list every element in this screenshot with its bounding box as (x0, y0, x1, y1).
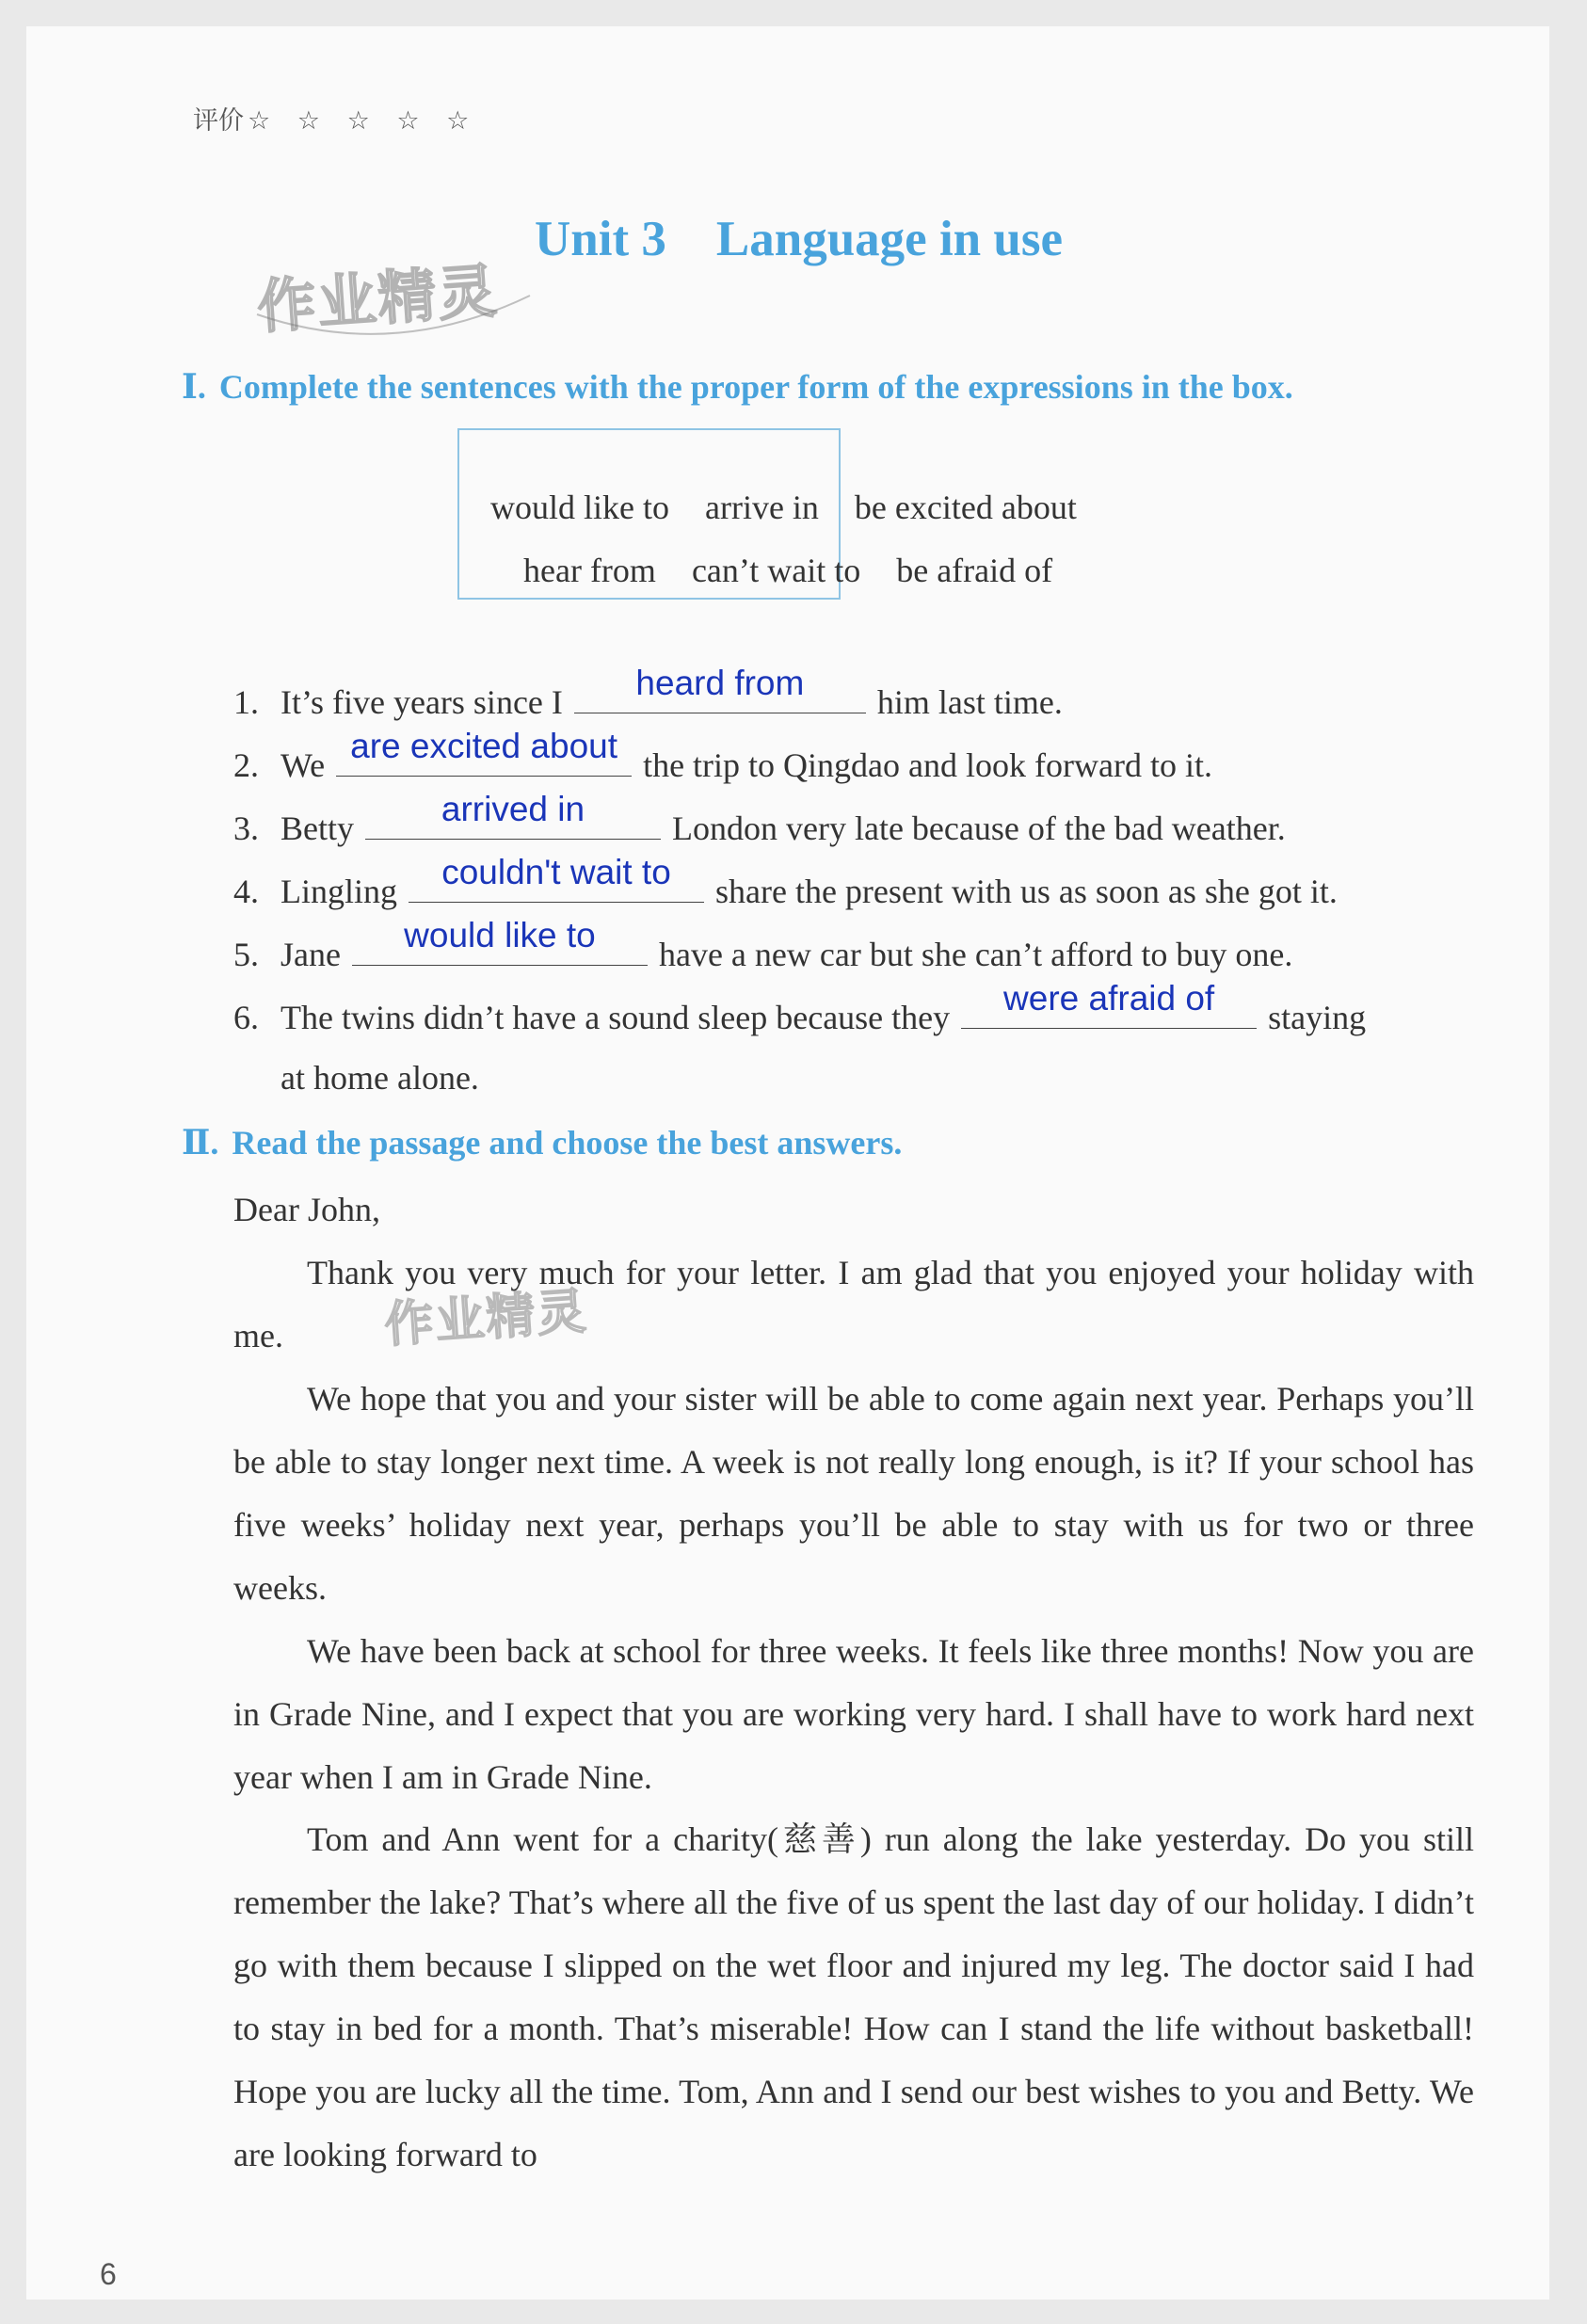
section-2-number: Ⅱ. (182, 1124, 219, 1162)
answer-text: heard from (635, 664, 805, 702)
answer-blank (961, 979, 1257, 1029)
question-text-before: We (281, 746, 326, 784)
word-box-item: hear from (523, 552, 656, 589)
answer-blank (409, 853, 704, 903)
answer-blank (365, 790, 661, 840)
answer-text: would like to (404, 916, 596, 954)
answer-blank (352, 916, 648, 966)
word-box-item: be afraid of (896, 552, 1053, 589)
page-title: Unit 3 Language in use (535, 212, 1064, 266)
question-number: 2. (233, 746, 259, 784)
question-text-after: have a new car but she can’t afford to buy one. (658, 936, 1293, 973)
question-text-before: The twins didn’t have a sound sleep because they (281, 999, 951, 1036)
letter-paragraph: We hope that you and your sister will be able to come again next year. Perhaps you’ll be able to stay longer next time. A week is not really long enough, is it? If your school has five weeks’ holiday next year, perhaps you’ll be able to stay with us for two or three weeks. (233, 1380, 1474, 1607)
section-1-text: Complete the sentences with the proper form of the expressions in the box. (218, 368, 1293, 406)
question-3 (233, 790, 1286, 848)
answer-text: were afraid of (1003, 979, 1215, 1018)
question-number: 4. (233, 873, 259, 910)
word-box-row-2 (523, 551, 1088, 590)
question-text-after: London very late because of the bad weather. (672, 809, 1286, 847)
rating-stars-icon: ☆ ☆ ☆ ☆ ☆ (248, 106, 479, 136)
watermark: 作业精灵 (255, 256, 501, 342)
page-number: 6 (100, 2257, 117, 2291)
answer-blank (574, 664, 866, 713)
question-1 (233, 664, 1063, 722)
page (26, 26, 1549, 2300)
question-number: 6. (233, 999, 259, 1036)
answer-text: couldn't wait to (441, 853, 671, 891)
question-text-before: Lingling (281, 873, 397, 910)
question-text-after: the trip to Qingdao and look forward to it. (643, 746, 1212, 784)
letter-paragraph: We have been back at school for three weeks. It feels like three months! Now you are in Grade Nine, and I expect that you are working very hard. I shall have to work hard next year when I am in Grade Nine. (233, 1632, 1474, 1796)
word-box-item: would like to (490, 489, 669, 526)
rating-label: 评价 (193, 106, 244, 136)
question-6-continued: at home alone. (281, 1059, 479, 1097)
question-text-after: staying (1268, 999, 1367, 1036)
word-box-item: can’t wait to (691, 552, 861, 589)
question-2 (233, 727, 1212, 785)
answer-blank (336, 727, 632, 777)
letter-greeting: Dear John, (233, 1191, 380, 1228)
question-6 (233, 979, 1367, 1037)
section-2-text: Read the passage and choose the best answers. (232, 1124, 903, 1162)
word-box-row-1 (490, 488, 1113, 527)
rating (193, 100, 478, 136)
letter-paragraph: Thank you very much for your letter. I am glad that you enjoyed your holiday with me. (233, 1254, 1474, 1354)
question-text-before: Jane (281, 936, 341, 973)
answer-text: arrived in (441, 790, 585, 828)
question-text-before: Betty (281, 809, 354, 847)
question-text-before: It’s five years since I (281, 683, 563, 721)
section-1-heading (182, 367, 1293, 407)
letter-paragraph: Tom and Ann went for a charity(慈善) run along the lake yesterday. Do you still remember the lake? That’s where all the five of us spent the last day of our holiday. I didn’t go with them because I slipped on the wet floor and injured my leg. The doctor said I had to stay in bed for a month. That’s miserable! How can I stand the life without basketball! Hope you are lucky all the time. Tom, Ann and I send our best wishes to you and Betty. We are looking forward to (233, 1820, 1474, 2173)
word-box-item: be excited about (854, 489, 1077, 526)
section-1-number: Ⅰ. (182, 368, 206, 406)
question-number: 5. (233, 936, 259, 973)
question-5 (233, 916, 1293, 974)
answer-text: are excited about (350, 727, 617, 765)
question-4 (233, 853, 1338, 911)
question-number: 3. (233, 809, 259, 847)
question-number: 1. (233, 683, 259, 721)
section-2-heading (182, 1123, 902, 1162)
watermark: 作业精灵 (382, 1283, 590, 1354)
question-text-after: share the present with us as soon as she got it. (715, 873, 1338, 910)
question-text-after: him last time. (876, 683, 1063, 721)
word-box-item: arrive in (704, 489, 819, 526)
